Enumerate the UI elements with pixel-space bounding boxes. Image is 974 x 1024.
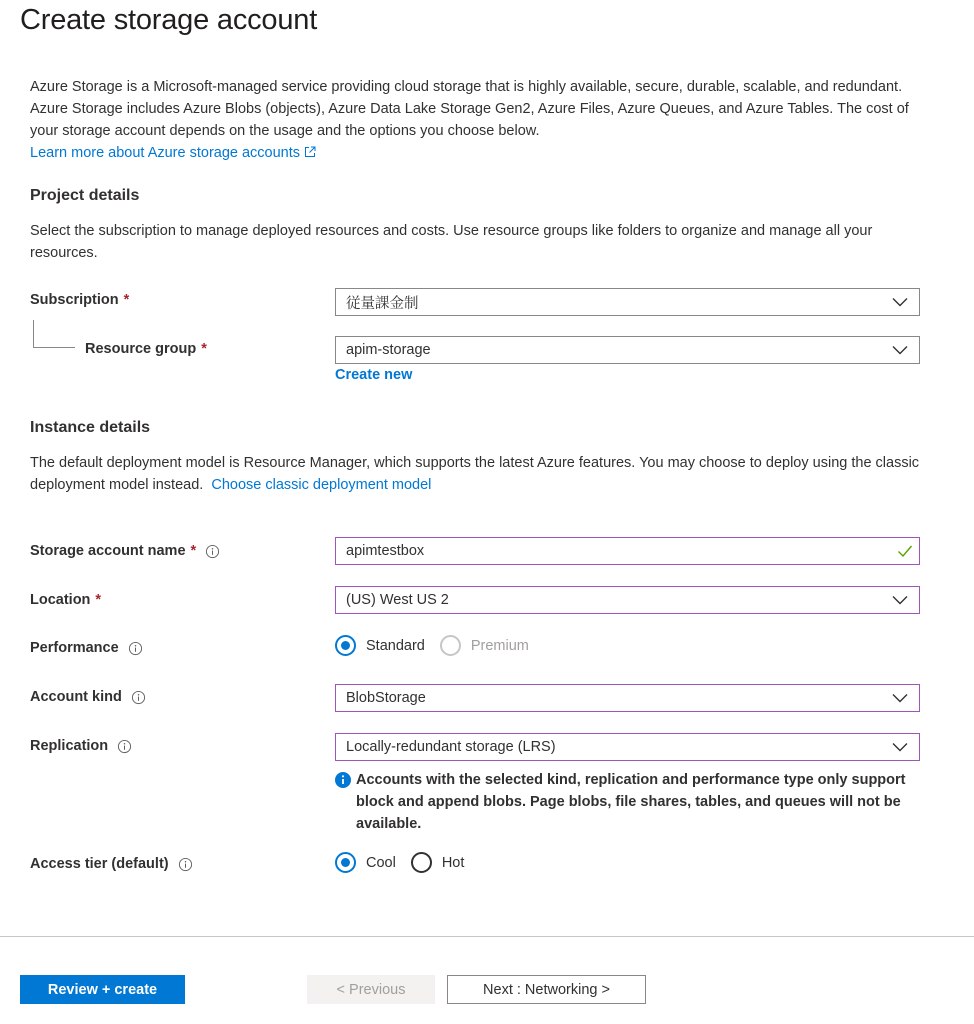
access-tier-hot-radio[interactable] [411,852,465,873]
info-icon[interactable] [117,739,132,754]
tree-connector-vertical [33,320,34,348]
replication-value: Locally-redundant storage (LRS) [346,739,556,755]
radio-button-icon [411,852,432,873]
info-filled-icon [335,772,351,788]
storage-account-name-value: apimtestbox [346,543,425,559]
chevron-down-icon [892,344,908,356]
resource-group-value: apim-storage [346,342,431,358]
account-kind-value: BlobStorage [346,690,426,706]
chevron-down-icon [892,296,908,308]
radio-button-icon [335,852,356,873]
performance-premium-label: Premium [470,637,529,654]
storage-account-name-label-text: Storage account name [30,543,186,559]
checkmark-icon [897,544,913,558]
review-create-button[interactable]: Review + create [20,975,185,1004]
subscription-label [30,292,129,308]
chevron-down-icon [892,692,908,704]
footer-divider [0,936,974,937]
resource-group-label-text: Resource group [85,341,197,357]
next-networking-button[interactable]: Next : Networking > [447,975,646,1004]
access-tier-radio-group [335,852,479,873]
performance-label [30,640,143,656]
access-tier-cool-label: Cool [366,854,396,871]
storage-account-name-input[interactable] [335,537,920,565]
access-tier-cool-radio[interactable] [335,852,396,873]
account-kind-dropdown[interactable] [335,684,920,712]
performance-radio-group [335,635,544,656]
account-kind-label [30,689,146,705]
access-tier-label-text: Access tier (default) [30,856,169,872]
account-kind-label-text: Account kind [30,689,122,705]
performance-standard-radio[interactable] [335,635,425,656]
instance-details-heading: Instance details [30,419,151,436]
performance-premium-radio [440,635,529,656]
location-label-text: Location [30,592,91,608]
intro-text-block [30,76,930,164]
replication-info-note [335,769,915,835]
required-marker: * [123,292,130,308]
external-link-icon [304,146,316,158]
project-details-description: Select the subscription to manage deployed resources and costs. Use resource groups like folders to organize and manage all your resources. [30,223,873,261]
access-tier-label [30,856,193,872]
required-marker: * [201,341,207,357]
learn-more-label: Learn more about Azure storage accounts [30,145,301,161]
learn-more-link[interactable] [30,145,316,161]
subscription-dropdown[interactable] [335,288,920,316]
info-icon[interactable] [178,857,193,872]
radio-button-icon [440,635,461,656]
info-icon[interactable] [128,641,143,656]
info-icon[interactable] [131,690,146,705]
required-marker: * [95,592,102,608]
intro-description: Azure Storage is a Microsoft-managed service providing cloud storage that is highly available, secure, durable, scalable, and redundant. Azure Storage includes Azure Blobs (objects), Azure Data Lake Storage Gen2, Azure Files, Azure Queues, and Azure Tables. The cost of your storage account depends on the usage and the options you choose below. [30,79,909,139]
access-tier-hot-label: Hot [441,854,465,871]
radio-button-icon [335,635,356,656]
required-marker: * [190,543,197,559]
project-details-heading: Project details [30,187,140,204]
page-title: Create storage account [20,4,318,36]
create-new-resource-group-link[interactable]: Create new [335,367,413,383]
performance-label-text: Performance [30,640,119,656]
performance-standard-label: Standard [366,637,425,654]
storage-account-name-label [30,543,220,559]
replication-note-text: Accounts with the selected kind, replication and performance type only support block and append blobs. Page blobs, file shares, tables, and queues will not be available. [356,772,906,832]
resource-group-label [85,341,207,357]
location-label [30,592,101,608]
info-icon[interactable] [205,544,220,559]
tree-connector-horizontal [33,347,75,348]
location-dropdown[interactable] [335,586,920,614]
instance-details-description-text: The default deployment model is Resource Manager, which supports the latest Azure features. You may choose to deploy using the classic deployment model instead. [30,455,920,493]
resource-group-dropdown[interactable] [335,336,920,364]
replication-label [30,738,132,754]
chevron-down-icon [892,594,908,606]
instance-details-description [30,452,930,496]
location-value: (US) West US 2 [346,592,449,608]
replication-label-text: Replication [30,738,109,754]
subscription-label-text: Subscription [30,292,119,308]
replication-dropdown[interactable] [335,733,920,761]
subscription-value: 従量課金制 [346,295,419,312]
previous-button: < Previous [307,975,435,1004]
classic-deployment-link[interactable]: Choose classic deployment model [211,477,432,493]
chevron-down-icon [892,741,908,753]
